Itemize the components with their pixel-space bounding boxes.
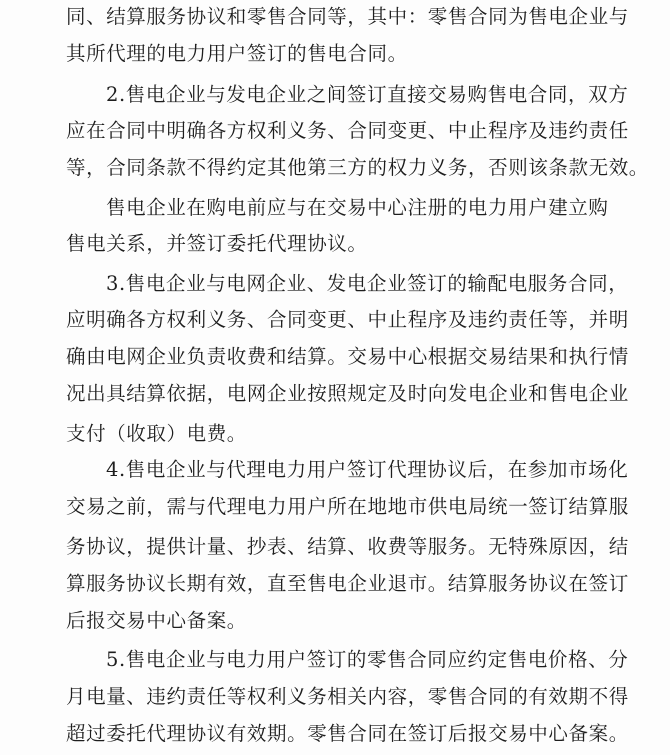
text-line-3: 2.售电企业与发电企业之间签订直接交易购售电合同，双方 [106, 83, 629, 106]
text-line-11: 况出具结算依据，电网企业按照规定及时向发电企业和售电企业 [66, 382, 629, 405]
text-line-1: 同、结算服务协议和零售合同等，其中：零售合同为售电企业与 [66, 5, 629, 28]
text-line-6: 售电企业在购电前应与在交易中心注册的电力用户建立购 [106, 196, 609, 219]
text-line-17: 后报交易中心备案。 [66, 609, 247, 632]
text-line-13: 4.售电企业与代理电力用户签订代理协议后，在参加市场化 [106, 458, 629, 481]
text-line-19: 月电量、违约责任等权利义务相关内容，零售合同的有效期不得 [66, 685, 629, 708]
text-line-2: 其所代理的电力用户签订的售电合同。 [66, 42, 408, 65]
text-line-20: 超过委托代理协议有效期。零售合同在签订后报交易中心备案。 [66, 722, 629, 745]
text-line-16: 算服务协议长期有效，直至售电企业退市。结算服务协议在签订 [66, 572, 629, 595]
text-line-15: 务协议，提供计量、抄表、结算、收费等服务。无特殊原因，结 [66, 535, 629, 558]
text-line-5: 等，合同条款不得约定其他第三方的权力义务，否则该条款无效。 [66, 156, 649, 179]
text-line-10: 确由电网企业负责收费和结算。交易中心根据交易结果和执行情 [66, 345, 629, 368]
text-line-12: 支付（收取）电费。 [66, 422, 247, 445]
text-line-4: 应在合同中明确各方权利义务、合同变更、中止程序及违约责任 [66, 119, 629, 142]
text-line-18: 5.售电企业与电力用户签订的零售合同应约定售电价格、分 [106, 648, 629, 671]
text-line-14: 交易之前，需与代理电力用户所在地地市供电局统一签订结算服 [66, 495, 629, 518]
text-line-9: 应明确各方权利义务、合同变更、中止程序及违约责任等，并明 [66, 308, 629, 331]
text-line-7: 售电关系，并签订委托代理协议。 [66, 232, 368, 255]
text-line-8: 3.售电企业与电网企业、发电企业签订的输配电服务合同， [106, 272, 629, 295]
